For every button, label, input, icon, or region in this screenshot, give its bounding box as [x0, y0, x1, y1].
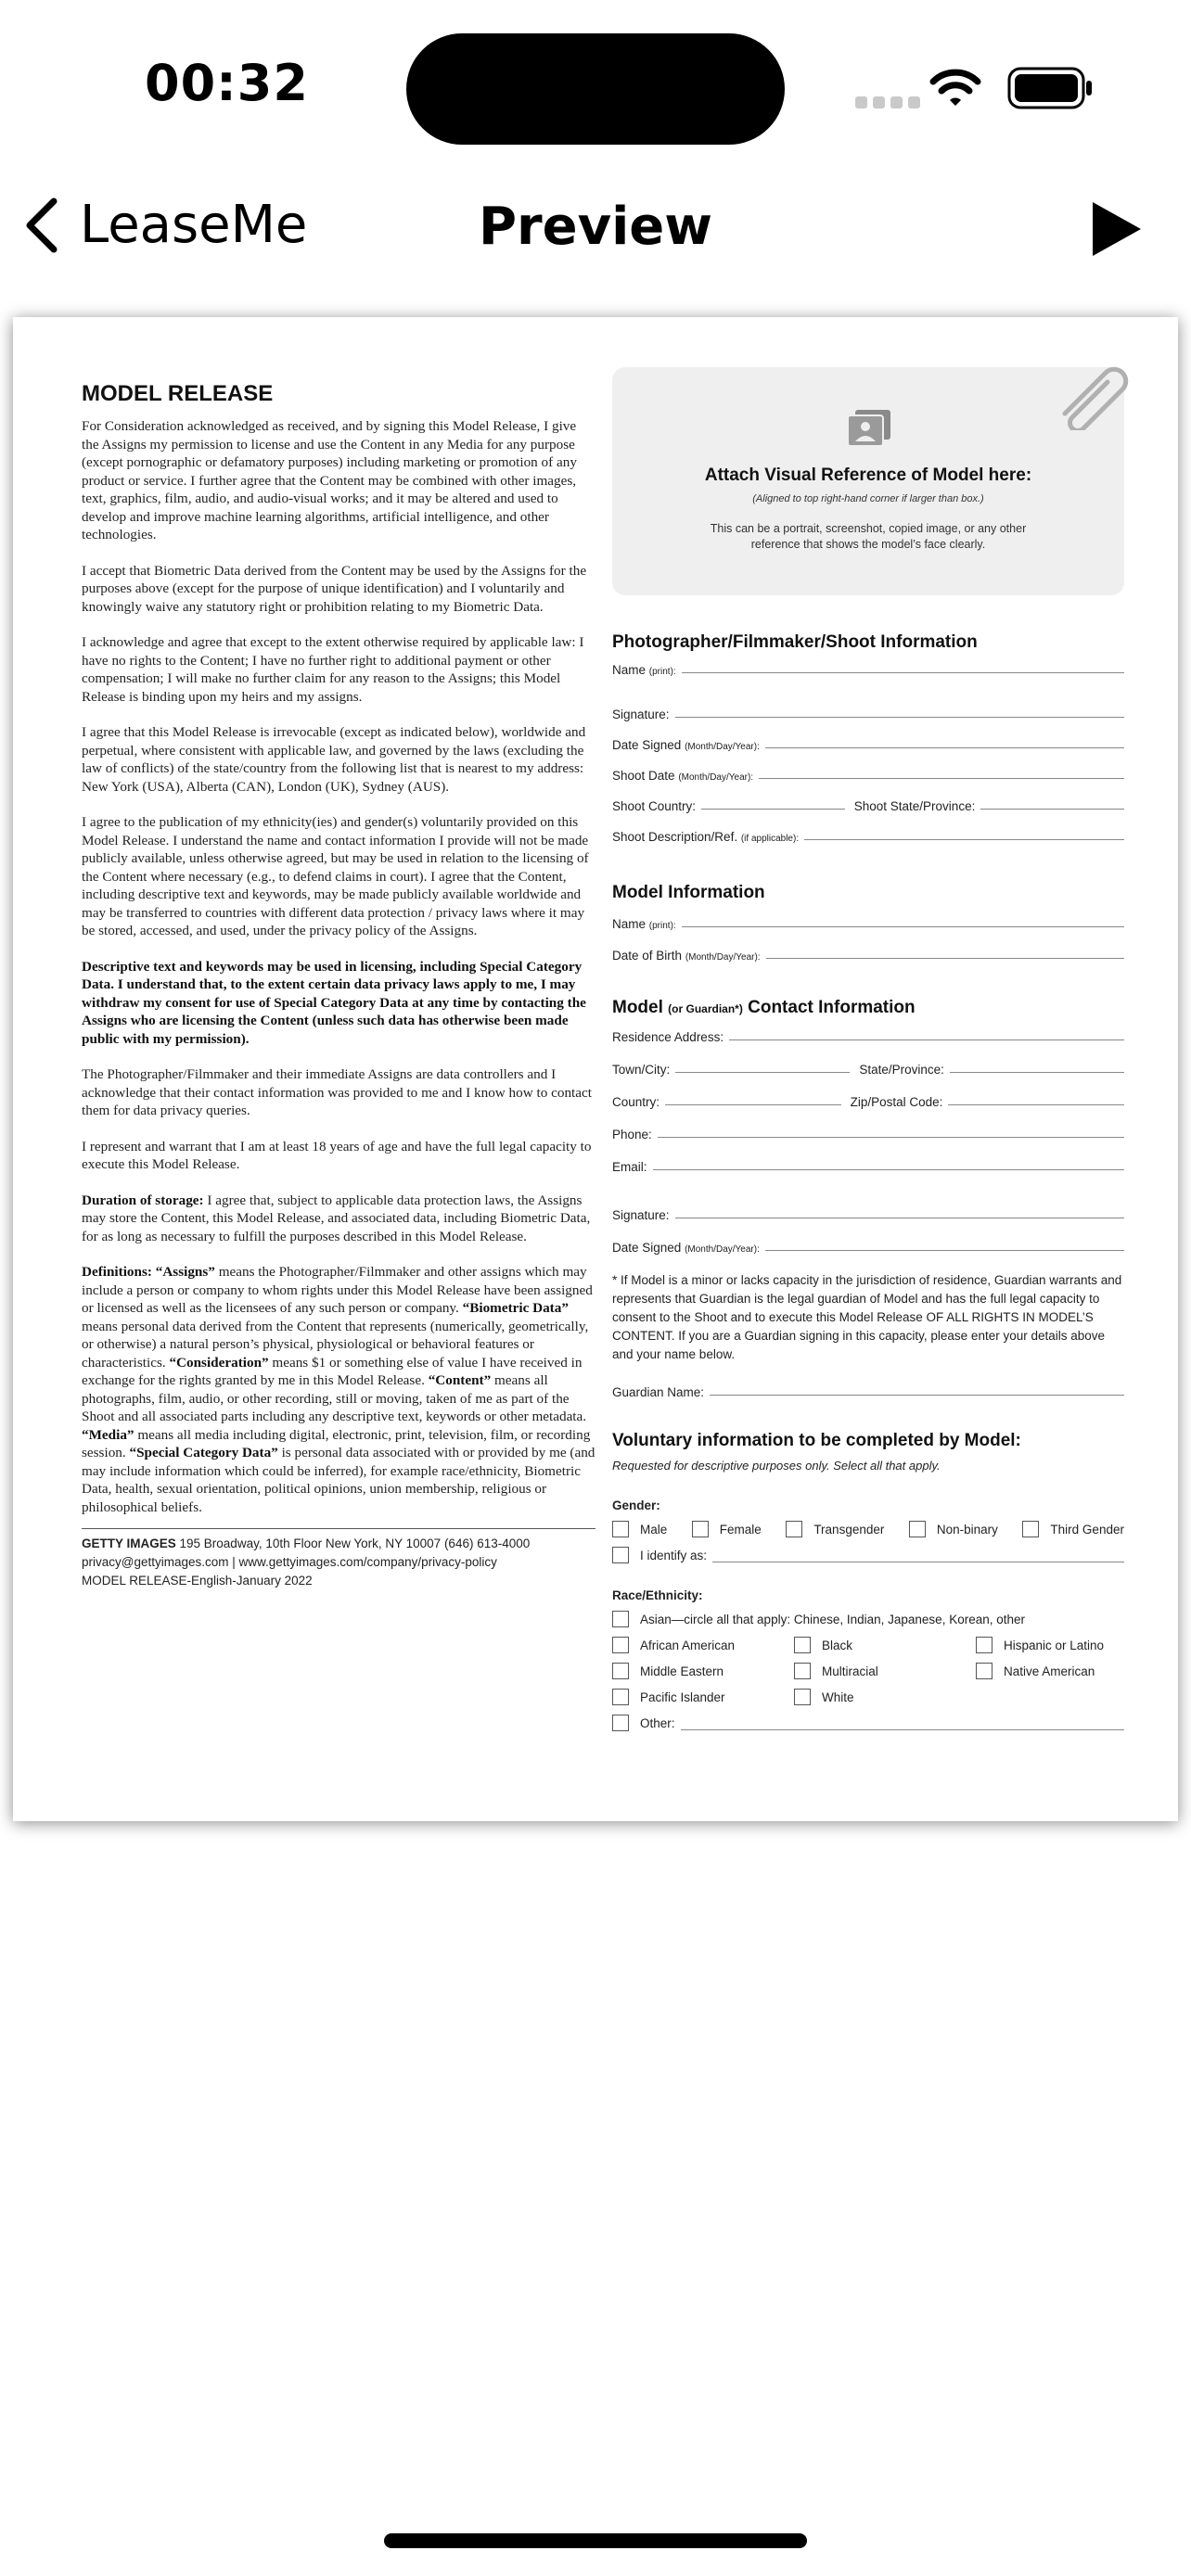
term-consideration: “Consideration” — [169, 1354, 269, 1371]
option-label: African American — [640, 1638, 736, 1652]
input-line — [658, 1137, 1124, 1138]
zip-input[interactable] — [948, 1104, 1124, 1105]
voluntary-subtitle: Requested for descriptive purposes only. Select all that apply. — [612, 1459, 941, 1473]
race-options — [612, 1632, 1124, 1710]
gender-label: Gender: — [612, 1498, 660, 1512]
race-option-middle-eastern[interactable] — [612, 1658, 794, 1684]
field-label-text: Name — [612, 663, 647, 677]
field-label: Guardian Name: — [612, 1385, 705, 1399]
race-label: Race/Ethnicity: — [612, 1588, 703, 1602]
race-option-multiracial[interactable] — [794, 1658, 976, 1684]
wifi-icon — [929, 67, 981, 108]
state-input[interactable] — [950, 1072, 1124, 1073]
storage-paragraph — [82, 1192, 596, 1246]
checkbox[interactable] — [612, 1547, 629, 1563]
input-line — [710, 1395, 1124, 1396]
input-line — [766, 958, 1124, 959]
option-label: White — [822, 1690, 854, 1704]
attach-title: Attach Visual Reference of Model here: — [704, 465, 1032, 485]
input-line[interactable] — [681, 1729, 1124, 1730]
email-field[interactable] — [612, 1145, 1124, 1178]
field-label-text: Date Signed — [612, 738, 682, 752]
gender-option-transgender[interactable] — [786, 1521, 884, 1537]
release-paragraph-bold — [82, 958, 596, 1049]
field-label: Town/City: — [612, 1063, 671, 1077]
battery-icon — [1007, 67, 1095, 109]
field-label: Shoot Country: — [612, 799, 697, 813]
field-label: Shoot State/Province: — [853, 799, 976, 813]
field-hint: (Month/Day/Year): — [678, 772, 754, 783]
checkbox[interactable] — [976, 1637, 992, 1653]
field-label: Signature: — [612, 1208, 670, 1222]
field-label: Residence Address: — [612, 1030, 724, 1044]
town-state-row — [612, 1048, 1124, 1080]
model-date-signed-field[interactable] — [612, 1226, 1124, 1258]
input-line — [675, 717, 1124, 718]
term-media: “Media” — [82, 1426, 134, 1443]
field-label: State/Province: — [859, 1063, 944, 1077]
contact-section-title — [612, 998, 1124, 1018]
race-option-african-american[interactable] — [612, 1632, 794, 1658]
checkbox[interactable] — [976, 1663, 992, 1679]
field-hint: (if applicable): — [740, 834, 800, 844]
checkbox[interactable] — [612, 1715, 629, 1731]
checkbox[interactable] — [612, 1611, 629, 1627]
page-title: Preview — [478, 197, 713, 257]
field-label — [612, 917, 682, 931]
paperclip-icon — [1052, 356, 1132, 430]
checkbox[interactable] — [612, 1663, 629, 1679]
option-label: Non-binary — [936, 1522, 998, 1537]
field-label-text: Date of Birth — [612, 949, 683, 963]
attach-description: This can be a portrait, screenshot, copied image, or any other reference that shows the model’s face clearly. — [710, 522, 1027, 551]
release-paragraph: I acknowledge and agree that except to the extent otherwise required by applicable law: I have no rights to the Content; I have no further right to additional payment or other compensation; I will make no further claim for any reason to the Assigns; this Model Release is binding upon my heirs and my assigns. — [82, 634, 584, 705]
checkbox[interactable] — [786, 1521, 802, 1537]
release-text-column — [82, 380, 596, 1590]
race-option-white[interactable] — [794, 1684, 976, 1710]
field-label: Signature: — [612, 708, 670, 721]
shoot-location-row — [612, 786, 1124, 817]
contact-title-part: Model — [612, 998, 669, 1017]
play-button[interactable] — [1091, 200, 1143, 258]
release-paragraph: I accept that Biometric Data derived from the Content may be used by the Assigns for the purposes above (except for the purpose of unique identification) and I voluntarily and knowingly waive any statutory right or prohibition relating to my Biometric Data. — [82, 562, 587, 615]
phone-field[interactable] — [612, 1113, 1124, 1145]
field-label-text: Date Signed — [612, 1241, 682, 1255]
storage-text: I agree that, subject to applicable data protection laws, the Assigns may store the Content, this Model Release, and associated data, including Biometric Data, for as long as necessary to fulfill the purposes described in this Model Release. — [82, 1192, 591, 1244]
document-title: MODEL RELEASE — [82, 381, 274, 406]
shoot-country-input[interactable] — [701, 809, 845, 810]
residence-address-field[interactable] — [612, 1018, 1124, 1048]
definitions-paragraph — [82, 1263, 596, 1516]
photographer-date-signed-field[interactable] — [612, 725, 1124, 756]
photographer-signature-field[interactable] — [612, 681, 1124, 725]
field-label: Zip/Postal Code: — [850, 1095, 943, 1109]
definition-text: means the Photographer/Filmmaker and other assigns which may include a person or company to whom rights under this Model Release have been assigned or licensed as well as the licensees of any such person or company. — [82, 1264, 593, 1316]
field-hint: (Month/Day/Year): — [685, 1244, 760, 1255]
checkbox[interactable] — [794, 1637, 811, 1653]
field-label-text: Name — [612, 917, 647, 931]
definitions-heading: Definitions: — [82, 1264, 152, 1280]
back-label: LeaseMe — [80, 195, 308, 255]
town-input[interactable] — [675, 1072, 850, 1073]
shoot-state-input[interactable] — [980, 809, 1124, 810]
field-label: Phone: — [612, 1128, 652, 1141]
field-label — [612, 1241, 765, 1255]
model-info-section-title: Model Information — [612, 883, 765, 902]
status-time: 00:32 — [145, 54, 309, 112]
shoot-date-field[interactable] — [612, 756, 1124, 786]
definition-text: means all photographs, film, audio, or other recording, still or moving, taken of me as part of the Shoot and all associated parts including any descriptive text, keywords or other metadata. — [82, 1372, 587, 1424]
model-dob-field[interactable] — [612, 935, 1124, 966]
footer-address: 195 Broadway, 10th Floor New York, NY 10007 (646) 613-4000 — [175, 1537, 531, 1550]
option-label: Black — [822, 1638, 853, 1652]
option-label: Multiracial — [822, 1664, 878, 1678]
option-label: I identify as: — [640, 1548, 708, 1562]
field-label-text: Shoot Description/Ref. — [612, 830, 738, 844]
checkbox[interactable] — [794, 1689, 811, 1705]
contact-title-guardian: (or Guardian*) — [668, 1002, 743, 1015]
home-indicator[interactable] — [384, 2533, 807, 2548]
attach-reference-box[interactable] — [612, 367, 1124, 595]
country-zip-row — [612, 1080, 1124, 1113]
race-option-pacific-islander[interactable] — [612, 1684, 794, 1710]
field-label — [612, 949, 766, 963]
field-hint: (Month/Day/Year): — [685, 742, 760, 752]
field-hint: (print): — [648, 667, 676, 677]
checkbox[interactable] — [612, 1637, 629, 1653]
input-line — [765, 1250, 1124, 1251]
field-label — [612, 663, 682, 677]
photographer-section-title: Photographer/Filmmaker/Shoot Information — [612, 632, 978, 652]
gender-option-female[interactable] — [692, 1521, 762, 1537]
release-paragraph: I agree to the publication of my ethnicity(ies) and gender(s) voluntarily provided on this Model Release. I understand the name and contact information I provide will not be made publicly available, unless otherwise agreed, but may be used in relation to the licensing of the Content where necessary (e.g., to defend claims in court). I agree that the Content, including descriptive text and keywords, may be made publicly available worldwide and may be transferred to countries with different data protection / privacy laws where it may be stored, accessed, and used, under the privacy policy of the Assigns. — [82, 814, 589, 938]
field-hint: (Month/Day/Year): — [685, 952, 761, 963]
gender-options — [612, 1516, 1124, 1542]
field-label — [612, 830, 804, 844]
definition-text: means all media including digital, electronic, print, television, film, or recording session. — [82, 1426, 591, 1460]
model-name-field[interactable] — [612, 903, 1124, 935]
race-option-asian[interactable] — [612, 1606, 1124, 1632]
field-label: Email: — [612, 1160, 647, 1174]
footer-privacy: privacy@gettyimages.com | www.gettyimages.com/company/privacy-policy — [82, 1555, 497, 1569]
document-preview[interactable] — [13, 317, 1178, 1821]
photographer-name-field[interactable] — [612, 653, 1124, 681]
term-special-category: “Special Category Data” — [129, 1445, 278, 1460]
option-label: Middle Eastern — [640, 1664, 724, 1678]
input-line — [765, 747, 1124, 748]
option-label: Male — [640, 1522, 668, 1537]
gender-option-non-binary[interactable] — [909, 1521, 998, 1537]
term-content: “Content” — [428, 1372, 492, 1388]
option-label: Third Gender — [1050, 1522, 1124, 1537]
definition-text: is personal data associated with or provided by me (and may include information which could be inferred), for example race/ethnicity, Biometric Data, health, sexual orientation, political opinions, union membership, religious or philosophical beliefs. — [82, 1445, 596, 1515]
checkbox[interactable] — [1022, 1521, 1039, 1537]
race-option-native-american[interactable] — [976, 1658, 1124, 1684]
special-category-text: Descriptive text and keywords may be used in licensing, including Special Category Data. I understand that, to the extent certain data privacy laws apply to me, I may withdraw my consent for use of Special Category Data at any time by contacting the Assigns who are licensing the Content (unless such data has otherwise been made public with my permission). — [82, 958, 586, 1047]
term-assigns: “Assigns” — [155, 1264, 215, 1280]
release-paragraph: The Photographer/Filmmaker and their immediate Assigns are data controllers and I acknowledge that their contact information was provided to me and I know how to contact them for data privacy queries. — [82, 1066, 592, 1118]
option-label: Asian—circle all that apply: Chinese, Indian, Japanese, Korean, other — [640, 1612, 1025, 1626]
race-option-other[interactable] — [612, 1710, 1124, 1736]
voluntary-section-title: Voluntary information to be completed by Model: — [612, 1431, 1021, 1450]
gender-option-third-gender[interactable] — [1022, 1521, 1124, 1537]
storage-heading: Duration of storage: — [82, 1192, 204, 1208]
release-paragraph: For Consideration acknowledged as received, and by signing this Model Release, I give the Assigns my permission to license and use the Content in any Media for any purpose (except pornographic or defamatory purposes) including marketing or promotion of any product or service. I further agree that the Content may be combined with other images, text, graphics, film, audio, and audio-visual works; and it may be altered and used to develop and improve machine learning algorithms, artificial intelligence, and other technologies. — [82, 418, 577, 542]
checkbox[interactable] — [794, 1663, 811, 1679]
footer-company: GETTY IMAGES — [82, 1537, 176, 1550]
contact-title-part: Contact Information — [742, 998, 916, 1017]
race-option-black[interactable] — [794, 1632, 976, 1658]
dynamic-island — [406, 33, 785, 145]
option-label: Hispanic or Latino — [1004, 1638, 1105, 1652]
field-label: Country: — [612, 1095, 660, 1109]
field-label — [612, 769, 759, 783]
field-label — [612, 738, 765, 752]
checkbox[interactable] — [909, 1521, 926, 1537]
checkbox[interactable] — [612, 1689, 629, 1705]
race-option-hispanic[interactable] — [976, 1632, 1124, 1658]
input-line — [729, 1039, 1124, 1040]
shoot-description-field[interactable] — [612, 817, 1124, 848]
release-paragraph: I represent and warrant that I am at least 18 years of age and have the full legal capacity to execute this Model Release. — [82, 1138, 592, 1172]
option-label: Female — [719, 1522, 762, 1537]
cellular-signal-icon — [855, 96, 920, 108]
input-line — [804, 839, 1124, 840]
checkbox[interactable] — [692, 1521, 709, 1537]
release-paragraph: I agree that this Model Release is irrevocable (except as indicated below), worldwide and perpetual, where consistent with applicable law, and governed by the laws (excluding the law of conflicts) of the state/country from the following list that is nearest to my address: New York (USA), Alberta (CAN), London (UK), Sydney (AUS). — [82, 724, 586, 795]
gender-identify-as[interactable] — [612, 1542, 1124, 1568]
option-label: Native American — [1004, 1664, 1095, 1678]
option-label: Other: — [640, 1715, 675, 1730]
photo-icon — [846, 408, 892, 449]
definition-text: means personal data derived from the Content that represents (numerically, geometrically, or otherwise) a natural person’s physical, physiological or behavioral features or characteristics. — [82, 1318, 589, 1371]
guardian-note: * If Model is a minor or lacks capacity in the jurisdiction of residence, Guardian warrants and represents that Guardian is the legal guardian of Model and has the full legal capacity to consent to the Shoot and to execute this Model Release OF ALL RIGHTS IN MODEL’S CONTENT. If you are a Guardian signing in this capacity, please enter your details above and your name below. — [612, 1273, 1122, 1361]
definition-text: means $1 or something else of value I have received in exchange for the rights granted by me in this Model Release. — [82, 1354, 583, 1388]
input-line — [682, 672, 1124, 673]
country-input[interactable] — [665, 1104, 841, 1105]
checkbox[interactable] — [612, 1521, 629, 1537]
input-line — [759, 778, 1124, 779]
form-column — [612, 367, 1124, 1736]
option-label: Transgender — [813, 1522, 885, 1537]
guardian-name-field[interactable] — [612, 1364, 1124, 1403]
footer-version: MODEL RELEASE-English-January 2022 — [82, 1574, 313, 1588]
input-line — [682, 926, 1124, 927]
input-line — [653, 1169, 1124, 1170]
field-label-text: Shoot Date — [612, 769, 675, 783]
term-biometric: “Biometric Data” — [462, 1300, 569, 1316]
gender-option-male[interactable] — [612, 1521, 667, 1537]
field-hint: (print): — [648, 921, 676, 931]
option-label: Pacific Islander — [640, 1690, 725, 1704]
document-footer — [82, 1528, 596, 1590]
model-signature-field[interactable] — [612, 1178, 1124, 1226]
attach-subtitle: (Aligned to top right-hand corner if larger than box.) — [752, 493, 984, 504]
